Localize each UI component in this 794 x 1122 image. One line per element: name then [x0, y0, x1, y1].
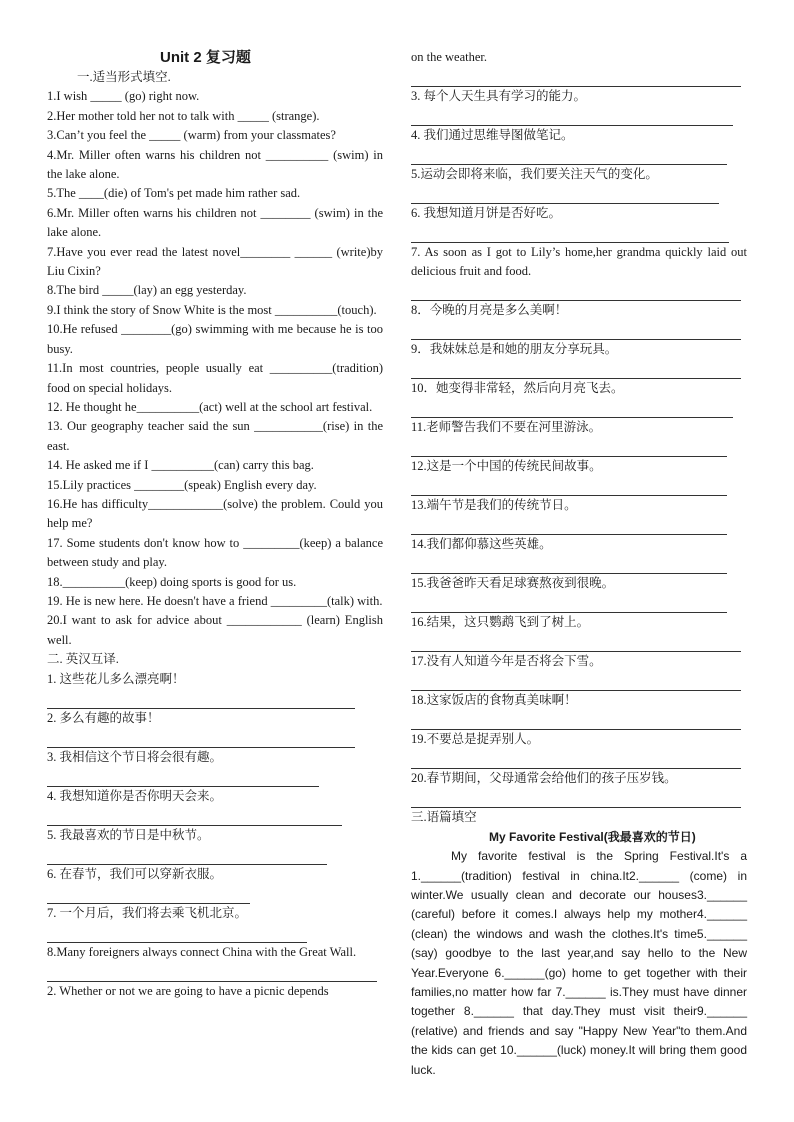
exercise-item: 1.I wish _____ (go) right now.: [47, 89, 200, 104]
answer-line[interactable]: [411, 555, 727, 575]
answer-line[interactable]: [47, 962, 377, 982]
answer-line[interactable]: [411, 145, 727, 165]
answer-line[interactable]: [411, 750, 741, 770]
exercise-item: 10.He refused ________(go) swimming with me because he is too busy.: [47, 322, 383, 356]
exercise-item: 18.__________(keep) doing sports is good for us.: [47, 574, 297, 589]
page-title: Unit 2 复习题: [160, 49, 251, 66]
answer-line[interactable]: [411, 67, 741, 87]
translation-item: 14.我们都仰慕这些英雄。: [411, 537, 552, 552]
translation-item: 4. 我想知道你是否你明天会来。: [47, 788, 223, 803]
answer-line[interactable]: [411, 399, 733, 419]
exercise-item: 7.Have you ever read the latest novel________ ______ (write)by Liu Cixin?: [47, 244, 383, 279]
exercise-item: 16.He has difficulty____________(solve) the problem. Could you help me?: [47, 496, 383, 531]
exercise-item: 8.The bird _____(lay) an egg yesterday.: [47, 283, 247, 298]
answer-line[interactable]: [411, 477, 727, 497]
translation-item: 16.结果，这只鹦鹉飞到了树上。: [411, 615, 590, 630]
answer-line[interactable]: [411, 184, 719, 204]
translation-item: 9．我妹妹总是和她的朋友分享玩具。: [411, 342, 618, 357]
translation-item: 19.不要总是捉弄别人。: [411, 732, 540, 747]
exercise-item: 19. He is new here. He doesn't have a friend _________(talk) with.: [47, 593, 383, 608]
answer-line[interactable]: [411, 106, 733, 126]
exercise-item: 20.I want to ask for advice about ____________ (learn) English well.: [47, 613, 383, 647]
answer-line[interactable]: [47, 689, 355, 709]
translation-item: 3. 每个人天生具有学习的能力。: [411, 89, 587, 103]
translation-item-continued: on the weather.: [411, 50, 488, 64]
section3-heading: 三.语篇填空: [411, 810, 477, 825]
answer-line[interactable]: [47, 806, 342, 826]
translation-item: 6. 在春节，我们可以穿新衣服。: [47, 866, 223, 881]
translation-item: 2. Whether or not we are going to have a picnic depends: [47, 983, 329, 998]
translation-item: 12.这是一个中国的传统民间故事。: [411, 459, 602, 474]
answer-line[interactable]: [411, 223, 729, 243]
translation-item: 10．她变得非常轻，然后向月亮飞去。: [411, 381, 624, 396]
exercise-item: 4.Mr. Miller often warns his children not __________ (swim) in the lake alone.: [47, 147, 383, 182]
translation-item: 8．今晚的月亮是多么美啊！: [411, 303, 568, 318]
translation-item: 2. 多么有趣的故事！: [47, 710, 160, 725]
answer-line[interactable]: [47, 923, 307, 943]
answer-line[interactable]: [411, 438, 727, 458]
section2-heading: 二. 英汉互译.: [47, 652, 119, 667]
exercise-item: 3.Can’t you feel the _____ (warm) from your classmates?: [47, 128, 336, 143]
exercise-item: 14. He asked me if I __________(can) carry this bag.: [47, 458, 314, 473]
answer-line[interactable]: [47, 884, 250, 904]
translation-item: 6. 我想知道月饼是否好吃。: [411, 206, 562, 220]
answer-line[interactable]: [47, 728, 355, 748]
section2-left-list: [47, 670, 383, 1001]
left-column: [47, 48, 383, 1001]
answer-line[interactable]: [47, 767, 319, 787]
translation-item: 17.没有人知道今年是否将会下雪。: [411, 654, 602, 669]
translation-item: 18.这家饭店的食物真美味啊！: [411, 693, 577, 708]
answer-line[interactable]: [411, 594, 727, 614]
answer-line[interactable]: [411, 282, 741, 302]
translation-item: 7. 一个月后，我们将去乘飞机北京。: [47, 905, 248, 920]
exercise-item: 5.The ____(die) of Tom's pet made him rather sad.: [47, 186, 301, 201]
answer-line[interactable]: [411, 321, 741, 341]
translation-item: 15.我爸爸昨天看足球赛熬夜到很晚。: [411, 576, 615, 591]
exercise-item: 17. Some students don't know how to _________(keep) a balance between study and play.: [47, 535, 383, 570]
exercise-item: 9.I think the story of Snow White is the most __________(touch).: [47, 302, 377, 317]
exercise-item: 6.Mr. Miller often warns his children not ________ (swim) in the lake alone.: [47, 205, 383, 240]
translation-item: 1. 这些花儿多么漂亮啊！: [47, 671, 185, 686]
right-column: [411, 48, 747, 1080]
answer-line[interactable]: [411, 789, 741, 809]
section1-list: [47, 87, 383, 650]
answer-line[interactable]: [47, 845, 327, 865]
translation-item: 7. As soon as I got to Lily’s home,her grandma quickly laid out delicious fruit and food.: [411, 245, 747, 279]
exercise-item: 12. He thought he__________(act) well at the school art festival.: [47, 399, 373, 414]
passage-title: My Favorite Festival(我最喜欢的节日): [489, 829, 696, 844]
translation-item: 4. 我们通过思维导图做笔记。: [411, 128, 574, 142]
answer-line[interactable]: [411, 516, 727, 536]
passage-text: My favorite festival is the Spring Festival.It's a 1.______(tradition) festival in china.It2.______ (come) in winter.We usually clean and decorate our houses3.______ (careful) before it comes.I always help my mother4.______ (clean) the windows and wash the clothes.It's time5.______ (say) goodbye to the last year,and say hello to the New Year.Everyone 6.______(go) home to get together with their families,no matter how far 7.______ is.They must have dinner together 8.______ that day.They must visit their9.______ (relative) and friends and say "Happy New Year"to them.And the kids can get 10.______(luck) money.It will bring them good luck.: [411, 849, 747, 1077]
answer-line[interactable]: [411, 711, 741, 731]
exercise-item: 2.Her mother told her not to talk with _____ (strange).: [47, 108, 320, 123]
exercise-item: 15.Lily practices ________(speak) English every day.: [47, 477, 317, 492]
translation-item: 13.端午节是我们的传统节日。: [411, 498, 577, 513]
section1-heading: 一.适当形式填空.: [77, 70, 171, 84]
exercise-item: 13. Our geography teacher said the sun ___________(rise) in the east.: [47, 419, 383, 453]
translation-item: 5.运动会即将来临，我们要关注天气的变化。: [411, 167, 658, 181]
translation-item: 8.Many foreigners always connect China with the Great Wall.: [47, 944, 357, 959]
translation-item: 20.春节期间，父母通常会给他们的孩子压岁钱。: [411, 771, 677, 786]
answer-line[interactable]: [411, 633, 741, 653]
answer-line[interactable]: [411, 360, 741, 380]
exercise-item: 11.In most countries, people usually eat __________(tradition) food on special holidays.: [47, 361, 383, 395]
translation-item: 11.老师警告我们不要在河里游泳。: [411, 420, 602, 435]
translation-item: 5. 我最喜欢的节日是中秋节。: [47, 827, 210, 842]
translation-item: 3. 我相信这个节日将会很有趣。: [47, 749, 223, 764]
answer-line[interactable]: [411, 672, 741, 692]
